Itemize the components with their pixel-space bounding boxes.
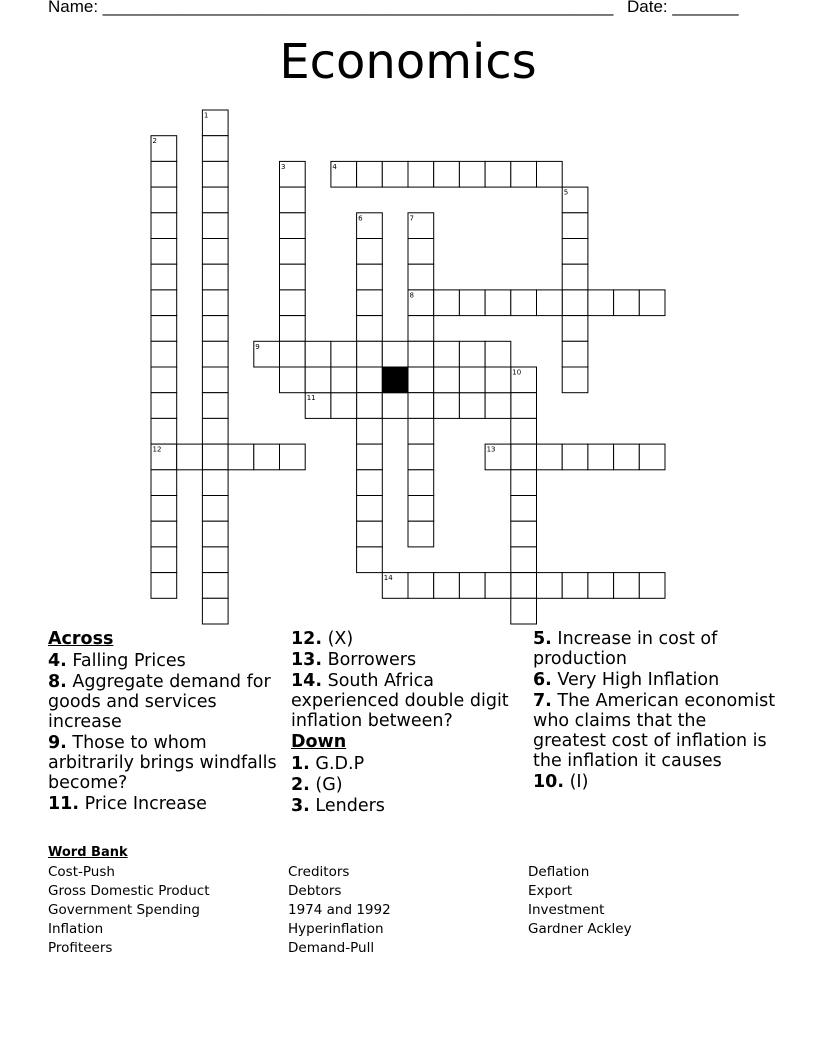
crossword-cell[interactable]: [357, 547, 383, 573]
clue-down-3: 3. Lenders: [291, 796, 385, 816]
clue-number-label: 4: [332, 162, 337, 171]
word-bank-item: Investment: [528, 902, 605, 918]
crossword-cell[interactable]: [202, 444, 228, 470]
crossword-cell[interactable]: [639, 290, 665, 316]
crossword-cell[interactable]: [459, 290, 485, 316]
crossword-cell[interactable]: [357, 290, 383, 316]
crossword-block-cell: [382, 367, 408, 393]
crossword-cell[interactable]: [485, 341, 511, 367]
clue-number-label: 8: [409, 291, 414, 300]
clue-number-label: 5: [563, 188, 569, 197]
crossword-cell[interactable]: [408, 444, 434, 470]
crossword-cell[interactable]: [434, 341, 460, 367]
clue-across-14: 14. South Africa experienced double digit inflation between?: [291, 671, 509, 731]
word-bank-heading: Word Bank: [48, 845, 128, 860]
clue-number-label: 1: [203, 111, 209, 120]
clue-number-label: 13: [486, 445, 496, 454]
crossword-cell[interactable]: [151, 393, 177, 419]
crossword-cell[interactable]: [588, 573, 614, 599]
crossword-cell[interactable]: [202, 341, 228, 367]
crossword-cell[interactable]: [562, 573, 588, 599]
crossword-cell[interactable]: [357, 521, 383, 547]
crossword-cell[interactable]: [202, 264, 228, 290]
crossword-cell[interactable]: [485, 290, 511, 316]
crossword-cell[interactable]: [202, 598, 228, 624]
word-bank-item: Inflation: [48, 921, 104, 937]
word-bank-item: Demand-Pull: [288, 940, 375, 956]
word-bank-item: Government Spending: [48, 902, 200, 918]
crossword-cell[interactable]: [151, 341, 177, 367]
crossword-cell[interactable]: [357, 393, 383, 419]
crossword-cell[interactable]: [254, 444, 280, 470]
crossword-cell[interactable]: [459, 161, 485, 187]
crossword-cell[interactable]: [537, 444, 563, 470]
crossword-cell[interactable]: [408, 418, 434, 444]
crossword-cell[interactable]: [562, 367, 588, 393]
crossword-cell[interactable]: [202, 290, 228, 316]
clues-column-3: [533, 629, 778, 793]
crossword-cell[interactable]: [280, 213, 306, 239]
clue-number-label: 11: [306, 394, 316, 403]
crossword-cell[interactable]: [357, 496, 383, 522]
crossword-cell[interactable]: [151, 316, 177, 342]
crossword-cell[interactable]: [434, 393, 460, 419]
crossword-cell[interactable]: [511, 521, 537, 547]
clue-number-label: 14: [383, 574, 393, 583]
crossword-cell[interactable]: [434, 290, 460, 316]
word-bank-column-1: [48, 863, 210, 958]
crossword-cell[interactable]: [408, 367, 434, 393]
crossword-cell[interactable]: [357, 470, 383, 496]
word-bank-item: Gardner Ackley: [528, 921, 632, 937]
crossword-cell[interactable]: [485, 573, 511, 599]
page-title: Economics: [279, 34, 537, 90]
crossword-cell[interactable]: [562, 239, 588, 265]
word-bank-item: Gross Domestic Product: [48, 883, 210, 899]
crossword-cell[interactable]: [305, 367, 331, 393]
crossword-cell[interactable]: [408, 573, 434, 599]
crossword-cell[interactable]: [511, 393, 537, 419]
crossword-cell[interactable]: [228, 444, 254, 470]
crossword-cell[interactable]: [511, 547, 537, 573]
crossword-cell[interactable]: [511, 470, 537, 496]
word-bank-column-3: [528, 863, 632, 939]
crossword-cell[interactable]: [511, 161, 537, 187]
crossword-cell[interactable]: [202, 213, 228, 239]
crossword-cell[interactable]: [357, 239, 383, 265]
crossword-cell[interactable]: [614, 573, 640, 599]
crossword-cell[interactable]: [562, 213, 588, 239]
crossword-cell[interactable]: [280, 316, 306, 342]
clue-across-13: 13. Borrowers: [291, 650, 417, 670]
crossword-cell[interactable]: [562, 264, 588, 290]
word-bank-item: 1974 and 1992: [288, 902, 391, 918]
word-bank-item: Export: [528, 883, 573, 899]
crossword-cell[interactable]: [280, 367, 306, 393]
crossword-cell[interactable]: [408, 341, 434, 367]
crossword-cell[interactable]: [151, 367, 177, 393]
crossword-cell[interactable]: [485, 161, 511, 187]
clue-across-4: 4. Falling Prices: [48, 651, 186, 671]
crossword-cell[interactable]: [280, 341, 306, 367]
crossword-cell[interactable]: [202, 367, 228, 393]
clue-across-9: 9. Those to whom arbitrarily brings windfalls become?: [48, 733, 277, 793]
crossword-cell[interactable]: [151, 547, 177, 573]
crossword-cell[interactable]: [459, 393, 485, 419]
crossword-cell[interactable]: [151, 239, 177, 265]
crossword-cell[interactable]: [151, 470, 177, 496]
crossword-cell[interactable]: [357, 418, 383, 444]
crossword-cell[interactable]: [331, 393, 357, 419]
crossword-cell[interactable]: [151, 496, 177, 522]
clue-across-11: 11. Price Increase: [48, 794, 207, 814]
crossword-cell[interactable]: [357, 264, 383, 290]
crossword-cell[interactable]: [331, 367, 357, 393]
crossword-cell[interactable]: [511, 418, 537, 444]
crossword-cell[interactable]: [202, 418, 228, 444]
word-bank-item: Debtors: [288, 883, 342, 899]
crossword-cell[interactable]: [511, 496, 537, 522]
crossword-cell[interactable]: [408, 239, 434, 265]
crossword-cell[interactable]: [357, 161, 383, 187]
clue-down-1: 1. G.D.P: [291, 754, 365, 774]
crossword-cell[interactable]: [357, 444, 383, 470]
crossword-cell[interactable]: [151, 521, 177, 547]
crossword-cell[interactable]: [151, 573, 177, 599]
crossword-cell[interactable]: [151, 264, 177, 290]
crossword-cell[interactable]: [280, 444, 306, 470]
crossword-cell[interactable]: [305, 341, 331, 367]
clue-number-label: 6: [358, 214, 363, 223]
crossword-cell[interactable]: [151, 290, 177, 316]
crossword-cell[interactable]: [151, 187, 177, 213]
crossword-cell[interactable]: [588, 290, 614, 316]
crossword-cell[interactable]: [408, 393, 434, 419]
crossword-cell[interactable]: [639, 573, 665, 599]
clues-column-2: [291, 629, 526, 817]
crossword-cell[interactable]: [382, 393, 408, 419]
crossword-cell[interactable]: [408, 496, 434, 522]
clue-down-6: 6. Very High Inflation: [533, 670, 720, 690]
crossword-cell[interactable]: [511, 290, 537, 316]
crossword-cell[interactable]: [280, 187, 306, 213]
crossword-cell[interactable]: [408, 521, 434, 547]
crossword-cell[interactable]: [151, 161, 177, 187]
crossword-cell[interactable]: [485, 367, 511, 393]
crossword-cell[interactable]: [408, 264, 434, 290]
crossword-cell[interactable]: [202, 547, 228, 573]
crossword-cell[interactable]: [639, 444, 665, 470]
clue-down-2: 2. (G): [291, 775, 343, 795]
clue-number-label: 12: [152, 445, 162, 454]
clue-number-label: 2: [152, 137, 157, 146]
clue-number-label: 7: [409, 214, 414, 223]
crossword-cell[interactable]: [382, 341, 408, 367]
crossword-cell[interactable]: [202, 161, 228, 187]
date-field: Date: _______: [627, 0, 739, 16]
crossword-cell[interactable]: [511, 573, 537, 599]
crossword-cell[interactable]: [588, 444, 614, 470]
crossword-cell[interactable]: [562, 444, 588, 470]
crossword-cell[interactable]: [202, 470, 228, 496]
word-bank-item: Cost-Push: [48, 864, 115, 880]
crossword-cell[interactable]: [408, 161, 434, 187]
crossword-cell[interactable]: [485, 393, 511, 419]
clue-down-7: 7. The American economist who claims that the greatest cost of inflation is the inflation it causes: [533, 691, 776, 771]
crossword-cell[interactable]: [614, 444, 640, 470]
crossword-cell[interactable]: [177, 444, 203, 470]
crossword-cell[interactable]: [434, 573, 460, 599]
crossword-cell[interactable]: [202, 239, 228, 265]
crossword-cell[interactable]: [459, 573, 485, 599]
crossword-cell[interactable]: [537, 161, 563, 187]
clue-number-label: 3: [281, 162, 286, 171]
clue-down-10: 10. (I): [533, 772, 589, 792]
crossword-cell[interactable]: [202, 316, 228, 342]
crossword-cell[interactable]: [511, 444, 537, 470]
across-heading: Across: [48, 629, 114, 649]
crossword-cell[interactable]: [434, 161, 460, 187]
crossword-cell[interactable]: [280, 264, 306, 290]
crossword-cell[interactable]: [280, 290, 306, 316]
crossword-cell[interactable]: [562, 290, 588, 316]
crossword-cell[interactable]: [202, 187, 228, 213]
crossword-cell[interactable]: [331, 341, 357, 367]
crossword-cell[interactable]: [408, 316, 434, 342]
crossword-cell[interactable]: [202, 521, 228, 547]
crossword-cell[interactable]: [151, 213, 177, 239]
crossword-cell[interactable]: [202, 573, 228, 599]
crossword-cell[interactable]: [151, 418, 177, 444]
crossword-cell[interactable]: [357, 341, 383, 367]
clue-across-8: 8. Aggregate demand for goods and services increase: [48, 672, 271, 732]
crossword-cell[interactable]: [614, 290, 640, 316]
clue-across-12: 12. (X): [291, 629, 354, 649]
clue-number-label: 10: [512, 368, 522, 377]
crossword-cell[interactable]: [202, 136, 228, 162]
name-field: Name: ______________________________________________________: [48, 0, 614, 16]
crossword-cell[interactable]: [562, 341, 588, 367]
crossword-cell[interactable]: [408, 470, 434, 496]
crossword-cell[interactable]: [382, 161, 408, 187]
crossword-cell[interactable]: [459, 341, 485, 367]
word-bank-column-2: [288, 863, 391, 958]
down-heading: Down: [291, 732, 347, 752]
word-bank-item: Creditors: [288, 864, 350, 880]
crossword-cell[interactable]: [562, 316, 588, 342]
clue-number-label: 9: [255, 342, 260, 351]
word-bank-item: Hyperinflation: [288, 921, 384, 937]
crossword-cell[interactable]: [357, 316, 383, 342]
crossword-cell[interactable]: [202, 496, 228, 522]
crossword-cell[interactable]: [537, 573, 563, 599]
crossword-cell[interactable]: [357, 367, 383, 393]
crossword-cell[interactable]: [459, 367, 485, 393]
crossword-cell[interactable]: [511, 598, 537, 624]
crossword-cell[interactable]: [537, 290, 563, 316]
crossword-cell[interactable]: [280, 239, 306, 265]
word-bank-item: Deflation: [528, 864, 590, 880]
crossword-cell[interactable]: [202, 393, 228, 419]
crossword-cell[interactable]: [434, 367, 460, 393]
word-bank-item: Profiteers: [48, 940, 113, 956]
clues-column-1: [48, 629, 283, 815]
clue-down-5: 5. Increase in cost of production: [533, 629, 718, 669]
